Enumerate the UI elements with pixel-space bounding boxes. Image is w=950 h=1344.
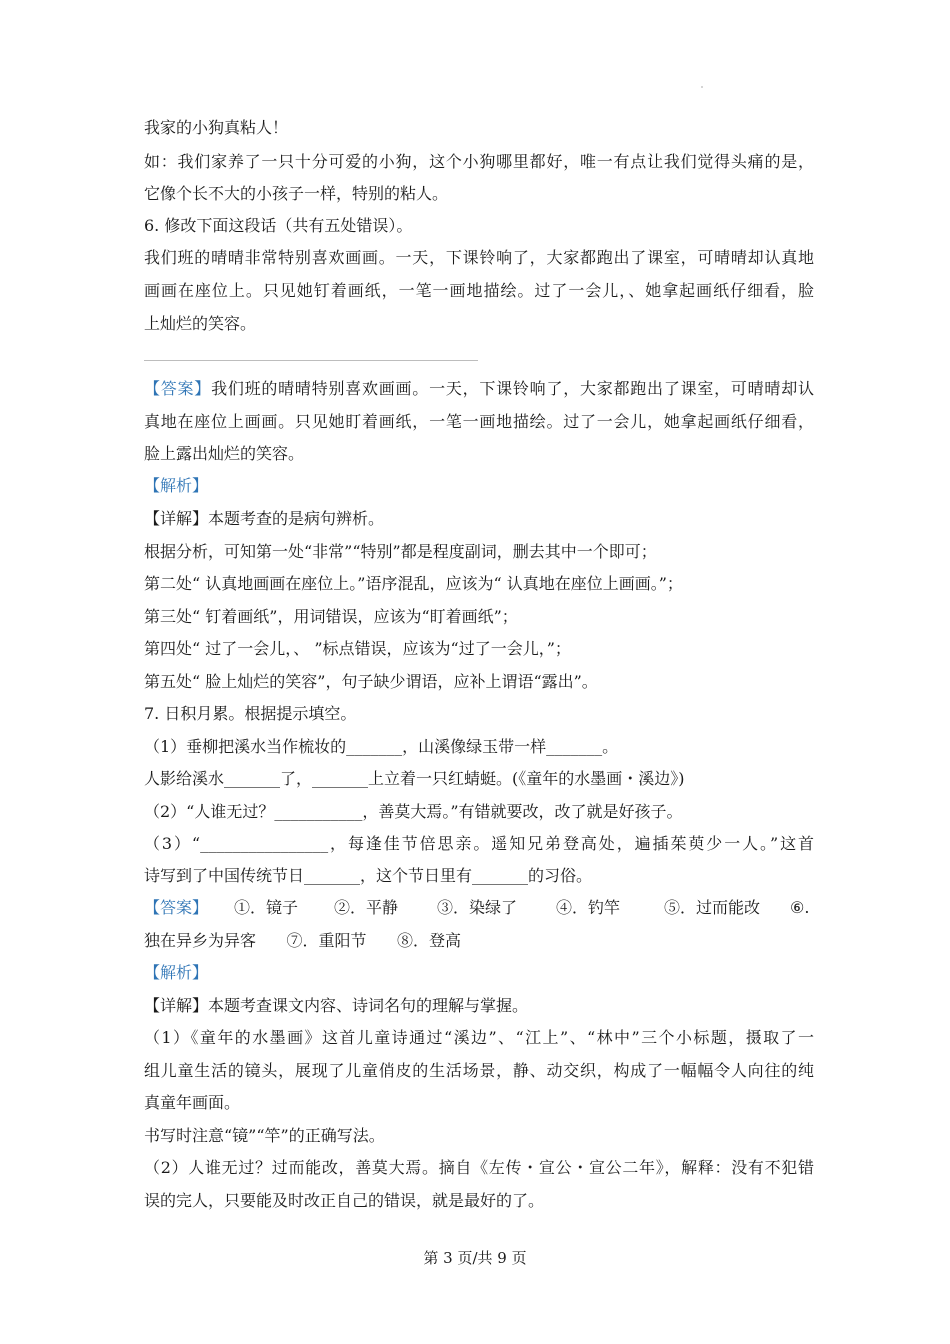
answer-6-line-2: 真地在座位上画画。只见她盯着画纸，一笔一画地描绘。过了一会儿，她拿起画纸仔细看，: [144, 412, 814, 431]
question-6-heading: 6. 修改下面这段话（共有五处错误）。: [144, 216, 413, 235]
question-6-text-1: 我们班的晴晴非常特别喜欢画画。一天，下课铃响了，大家都跑出了课室，可晴晴却认真地: [144, 248, 814, 267]
page-number-footer: 第 3 页/共 9 页: [423, 1249, 527, 1267]
detail-7-text: 本题考查课文内容、诗词名句的理解与掌握。: [208, 996, 529, 1015]
detail-6-text: 本题考查的是病句辨析。: [208, 509, 385, 528]
analysis-tag: 【解析】: [144, 476, 209, 495]
answer-7-line-2: 独在异乡为异客 ⑦．重阳节 ⑧．登高: [144, 931, 462, 950]
question-6-text-2: 画画在座位上。只见她钉着画纸，一笔一画地描绘。过了一会儿，、她拿起画纸仔细看，脸: [144, 281, 814, 300]
detail-6-point-5: 第五处“ 脸上灿烂的笑容”，句子缺少谓语，应补上谓语“露出”。: [144, 672, 598, 691]
question-7-item-3a: （3）“________________，每逢佳节倍思亲。遥知兄弟登高处，遍插茱萸少一人。”这首: [144, 834, 814, 853]
question-7-item-2: （2）“人谁无过？___________，善莫大焉。”有错就要改，改了就是好孩子。: [144, 802, 683, 821]
detail-7-line: [144, 996, 814, 1016]
detail-6-point-1: 根据分析，可知第一处“非常”“特别”都是程度副词，删去其中一个即可；: [144, 542, 657, 561]
answer-7-item-2: ②．平静: [334, 898, 399, 917]
example-line-2: 它像个长不大的小孩子一样，特别的粘人。: [144, 184, 449, 203]
answer-6-line-1: [144, 379, 814, 399]
question-7-item-1b: 人影给溪水_______了，_______上立着一只红蜻蜓。(《童年的水墨画・溪边》): [144, 769, 685, 788]
question-7-item-3b: 诗写到了中国传统节日_______，这个节日里有_______的习俗。: [144, 866, 593, 885]
answer-tag: 【答案】: [144, 379, 212, 398]
detail-tag: 【详解】: [144, 996, 209, 1015]
example-line-1: 如：我们家养了一只十分可爱的小狗，这个小狗哪里都好，唯一有点让我们觉得头痛的是，: [144, 152, 814, 171]
detail-6-point-2: 第二处“ 认真地画画在座位上。”语序混乱，应该为“ 认真地在座位上画画。”；: [144, 574, 683, 593]
question-7-item-1a: （1）垂柳把溪水当作梳妆的_______，山溪像绿玉带一样_______。: [144, 737, 619, 756]
answer-7-item-4: ④．钓竿: [556, 898, 621, 917]
question-7-heading: 7. 日积月累。根据提示填空。: [144, 704, 357, 723]
detail-7-para-1a: （1）《童年的水墨画》这首儿童诗通过“溪边”、“江上”、“林中”三个小标题，摄取了一: [144, 1028, 814, 1047]
answer-7-item-1: ①．镜子: [234, 898, 299, 917]
answer-tag: 【答案】: [144, 898, 209, 917]
detail-7-para-3b: 误的完人，只要能及时改正自己的错误，就是最好的了。: [144, 1191, 545, 1210]
analysis-tag: 【解析】: [144, 963, 209, 982]
answer-line: [144, 360, 478, 361]
example-title: 我家的小狗真粘人！: [144, 118, 289, 137]
page-speck: [701, 86, 703, 88]
detail-6-point-4: 第四处“ 过了一会儿，、 ”标点错误，应该为“过了一会儿，”；: [144, 639, 571, 658]
answer-7-item-6: ⑥.: [790, 898, 810, 917]
detail-7-para-1c: 真童年画面。: [144, 1093, 241, 1112]
detail-6-line: [144, 509, 814, 529]
detail-tag: 【详解】: [144, 509, 209, 528]
question-6-text-3: 上灿烂的笑容。: [144, 314, 257, 333]
detail-7-para-1b: 组儿童生活的镜头，展现了儿童俏皮的生活场景，静、动交织，构成了一幅幅令人向往的纯: [144, 1061, 814, 1080]
answer-6-text-1: 我们班的晴晴特别喜欢画画。一天，下课铃响了，大家都跑出了课室，可晴晴却认: [211, 379, 814, 398]
answer-6-line-3: 脸上露出灿烂的笑容。: [144, 444, 305, 463]
answer-7-item-5: ⑤．过而能改: [664, 898, 761, 917]
detail-7-para-2: 书写时注意“镜”“竿”的正确写法。: [144, 1126, 385, 1145]
answer-7-item-3: ③．染绿了: [437, 898, 518, 917]
detail-6-point-3: 第三处“ 钉着画纸”，用词错误，应该为“盯着画纸”；: [144, 607, 518, 626]
detail-7-para-3a: （2）人谁无过？过而能改，善莫大焉。摘自《左传・宣公・宣公二年》，解释：没有不犯错: [144, 1158, 814, 1177]
